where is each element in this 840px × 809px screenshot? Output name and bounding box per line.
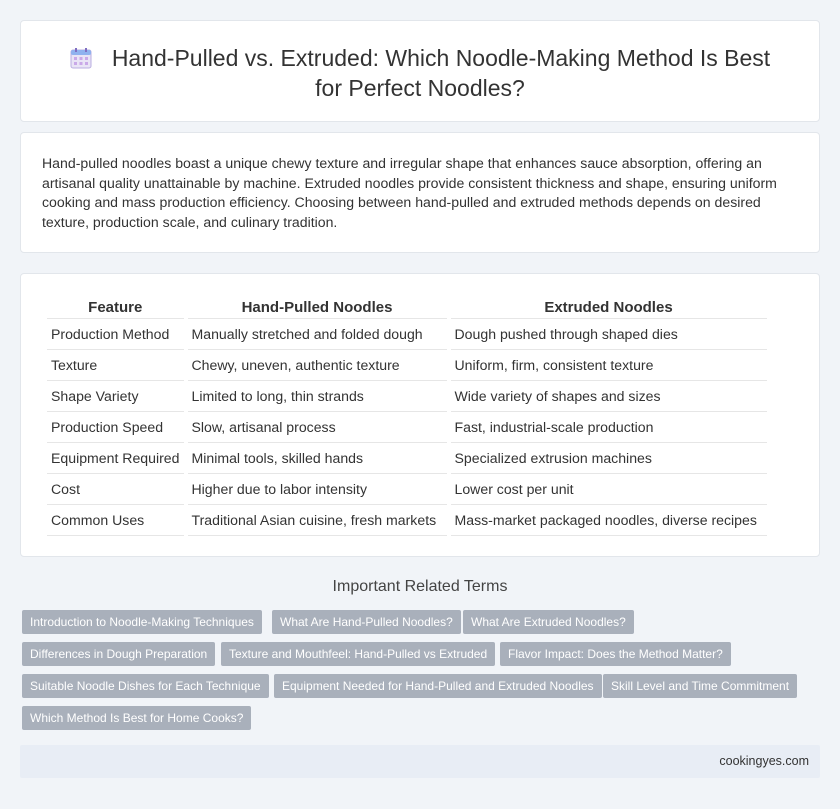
feature-cell: Production Speed [47, 412, 184, 443]
related-tag[interactable]: Skill Level and Time Commitment [603, 674, 797, 698]
table-row [47, 474, 767, 505]
extruded-cell: Lower cost per unit [451, 474, 767, 505]
intro-card [20, 132, 820, 253]
title-card [20, 20, 820, 122]
hand-pulled-cell: Chewy, uneven, authentic texture [188, 350, 447, 381]
feature-cell: Common Uses [47, 505, 184, 536]
footer-site: cookingyes.com [719, 754, 809, 768]
hand-pulled-cell: Limited to long, thin strands [188, 381, 447, 412]
feature-cell: Cost [47, 474, 184, 505]
related-tag[interactable]: Introduction to Noodle-Making Techniques [22, 610, 262, 634]
comparison-table [43, 296, 771, 536]
extruded-cell: Fast, industrial-scale production [451, 412, 767, 443]
hand-pulled-cell: Manually stretched and folded dough [188, 319, 447, 350]
related-terms-title: Important Related Terms [332, 578, 508, 595]
related-tag[interactable]: Texture and Mouthfeel: Hand-Pulled vs Extruded [221, 642, 495, 666]
feature-cell: Production Method [47, 319, 184, 350]
header-hand-pulled: Hand-Pulled Noodles [188, 296, 447, 319]
table-row [47, 443, 767, 474]
page-title: Hand-Pulled vs. Extruded: Which Noodle-Making Method Is Best for Perfect Noodles? [111, 45, 771, 101]
related-tag[interactable]: Equipment Needed for Hand-Pulled and Extruded Noodles [274, 674, 602, 698]
header-feature: Feature [47, 296, 184, 319]
extruded-cell: Wide variety of shapes and sizes [451, 381, 767, 412]
related-tag[interactable]: Which Method Is Best for Home Cooks? [22, 706, 251, 730]
related-tag[interactable]: What Are Extruded Noodles? [463, 610, 634, 634]
feature-cell: Texture [47, 350, 184, 381]
calendar-icon [70, 46, 92, 68]
hand-pulled-cell: Minimal tools, skilled hands [188, 443, 447, 474]
hand-pulled-cell: Higher due to labor intensity [188, 474, 447, 505]
comparison-card [20, 273, 820, 557]
extruded-cell: Specialized extrusion machines [451, 443, 767, 474]
extruded-cell: Mass-market packaged noodles, diverse recipes [451, 505, 767, 536]
feature-cell: Equipment Required [47, 443, 184, 474]
table-row [47, 350, 767, 381]
table-row [47, 319, 767, 350]
table-row [47, 505, 767, 536]
table-header-row [47, 296, 767, 319]
related-tag[interactable]: Suitable Noodle Dishes for Each Technique [22, 674, 269, 698]
feature-cell: Shape Variety [47, 381, 184, 412]
page-title-wrap [61, 43, 779, 103]
extruded-cell: Dough pushed through shaped dies [451, 319, 767, 350]
extruded-cell: Uniform, firm, consistent texture [451, 350, 767, 381]
intro-text: Hand-pulled noodles boast a unique chewy texture and irregular shape that enhances sauce absorption, offering an artisanal quality unattainable by machine. Extruded noodles provide consistent thickness and shape, ensuring uniform cooking and mass production efficiency. Choosing between hand-pulled and extruded methods depends on desired texture, production scale, and culinary tradition. [42, 155, 777, 230]
related-tag[interactable]: What Are Hand-Pulled Noodles? [272, 610, 461, 634]
hand-pulled-cell: Traditional Asian cuisine, fresh markets [188, 505, 447, 536]
related-tag[interactable]: Differences in Dough Preparation [22, 642, 215, 666]
related-tag[interactable]: Flavor Impact: Does the Method Matter? [500, 642, 731, 666]
footer [20, 745, 820, 778]
table-row [47, 412, 767, 443]
header-extruded: Extruded Noodles [451, 296, 767, 319]
table-row [47, 381, 767, 412]
hand-pulled-cell: Slow, artisanal process [188, 412, 447, 443]
